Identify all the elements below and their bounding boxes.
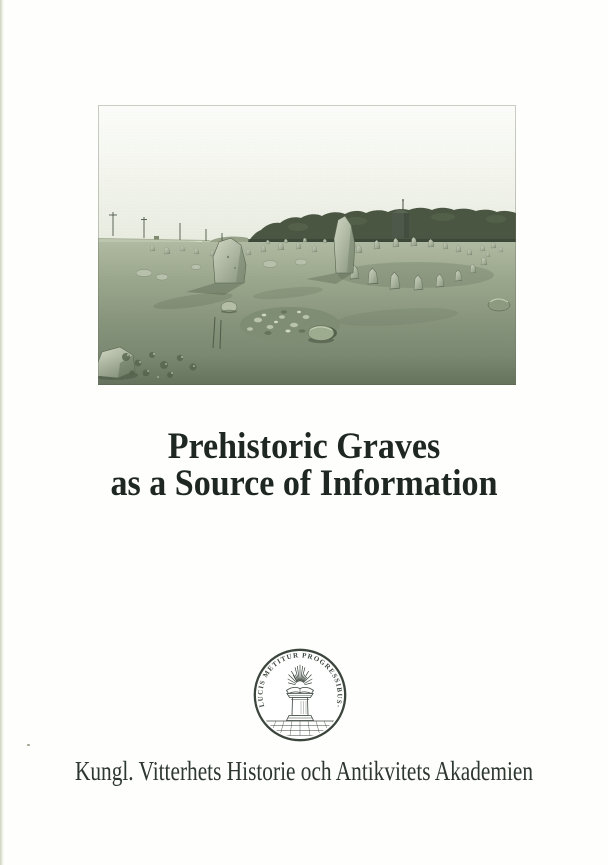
publisher-name: Kungl. Vitterhets Historie och Antikvitets Akademien <box>74 756 534 786</box>
photo-rubble-patch <box>240 307 340 343</box>
title-line-1: Prehistoric Graves <box>167 426 441 467</box>
seal-motto: LUCIS METITUR PROGRESSIBUS· <box>256 651 344 710</box>
scan-speck <box>27 744 30 746</box>
grave-field-photo <box>98 105 516 385</box>
seal-graphic <box>245 640 355 750</box>
academy-seal <box>245 640 355 750</box>
scan-edge-shadow <box>0 0 4 865</box>
title-line-2: as a Source of Information <box>110 463 498 504</box>
cover-photograph <box>98 105 516 385</box>
book-title <box>24 428 583 502</box>
